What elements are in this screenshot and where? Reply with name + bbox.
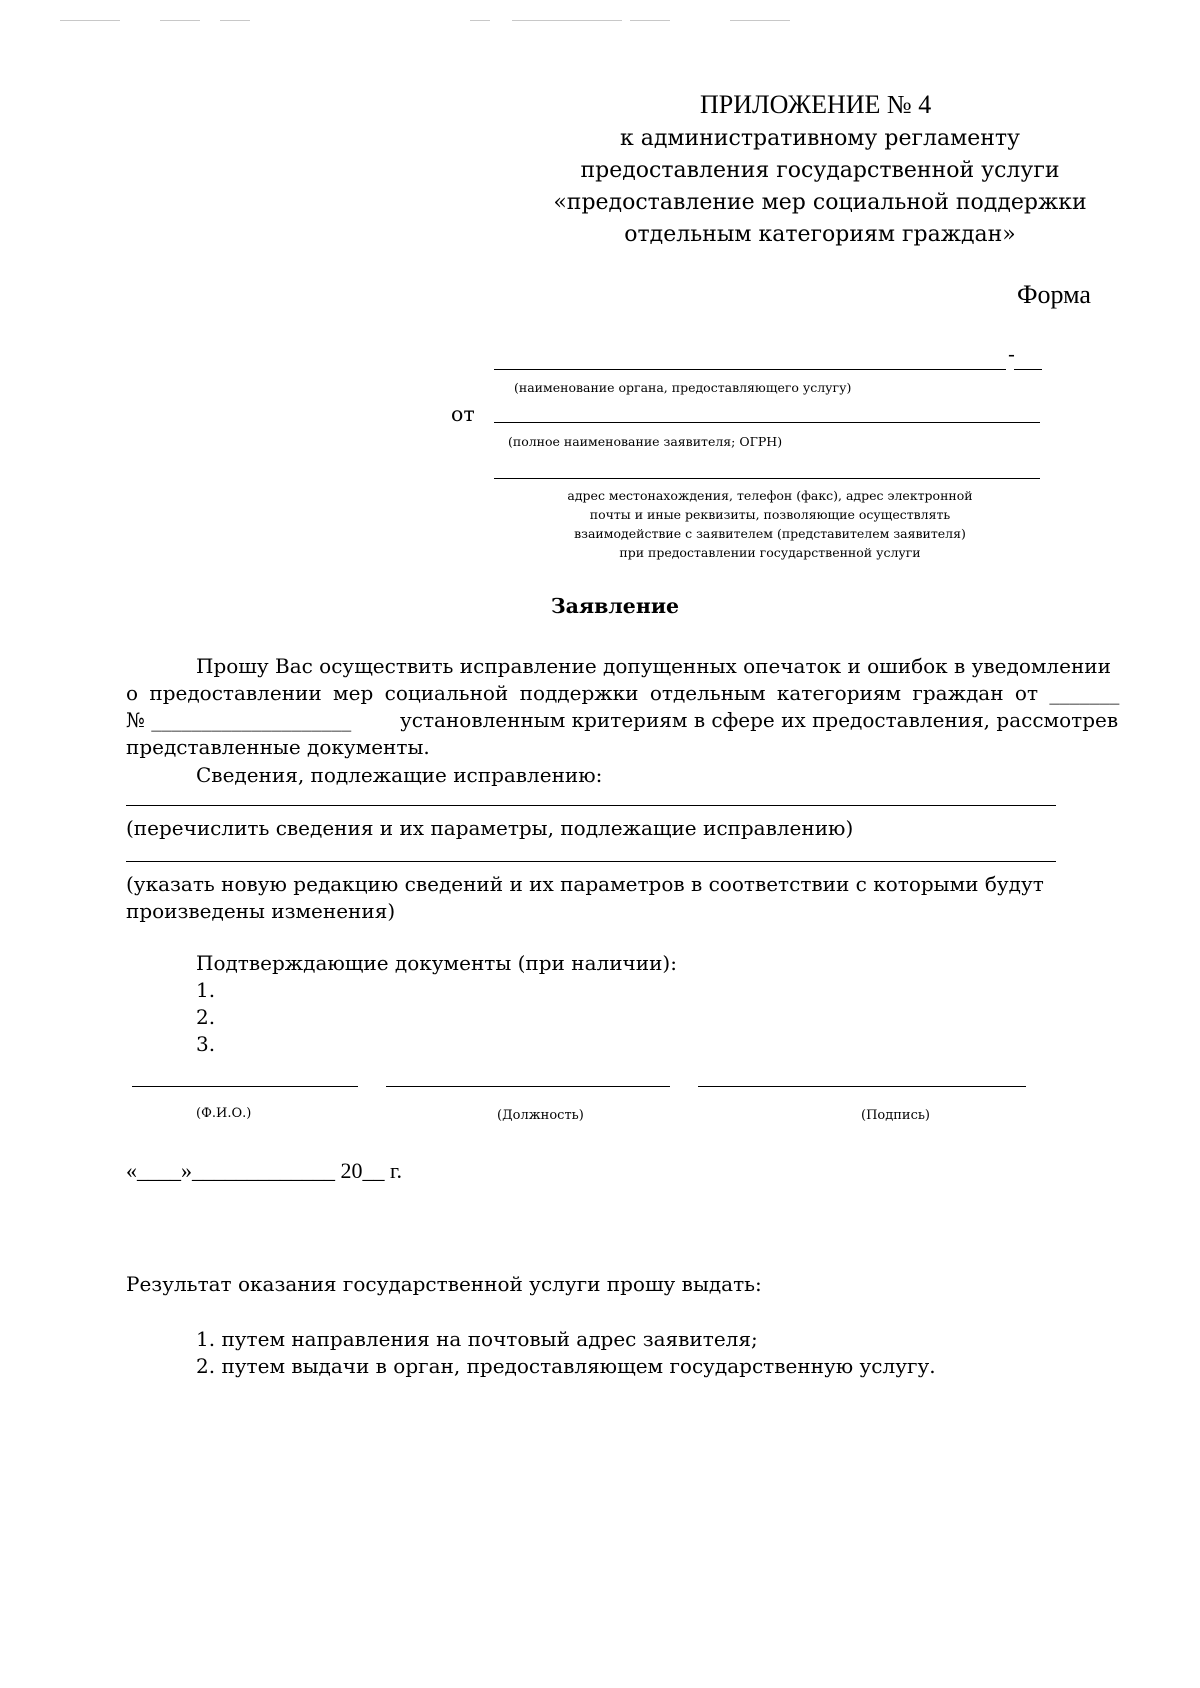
contacts-caption-line-3: взаимодействие с заявителем (представителем заявителя): [574, 526, 966, 541]
corrections-label: Сведения, подлежащие исправлению:: [196, 763, 603, 787]
date-line: «____»_____________ 20__ г.: [126, 1158, 403, 1183]
scan-artifact: [730, 20, 790, 21]
supporting-doc-item-2: 2.: [196, 1005, 216, 1029]
scan-artifact: [470, 20, 490, 21]
org-name-line: [494, 369, 1006, 370]
supporting-docs-label: Подтверждающие документы (при наличии):: [196, 951, 677, 975]
corrections-line: [126, 805, 1056, 806]
org-name-line-tail: [1014, 369, 1042, 370]
org-caption: (наименование органа, предоставляющего услугу): [514, 380, 852, 395]
supporting-doc-item-1: 1.: [196, 978, 216, 1002]
statement-heading: Заявление: [550, 594, 680, 618]
appendix-subtitle-line-2: предоставления государственной услуги: [580, 158, 1060, 183]
contacts-caption-line-2: почты и иные реквизиты, позволяющие осуществлять: [589, 507, 951, 522]
org-dash: -: [1008, 342, 1015, 366]
result-option-2: 2. путем выдачи в орган, предоставляющем государственную услугу.: [196, 1354, 936, 1378]
contacts-line: [494, 478, 1040, 479]
statement-para-line-2: о предоставлении мер социальной поддержки отдельным категориям граждан от _______: [126, 681, 1120, 705]
scan-artifact: [512, 20, 622, 21]
result-label: Результат оказания государственной услуги прошу выдать:: [126, 1272, 762, 1296]
applicant-line: [494, 422, 1040, 423]
from-label: от: [451, 402, 475, 426]
corrections-list-caption: (перечислить сведения и их параметры, подлежащие исправлению): [126, 816, 854, 840]
position-caption: (Должность): [497, 1108, 584, 1123]
new-version-caption-line-1: (указать новую редакцию сведений и их параметров в соответствии с которыми будут: [126, 872, 1044, 896]
new-version-line: [126, 861, 1056, 862]
contacts-caption-line-1: адрес местонахождения, телефон (факс), адрес электронной: [567, 488, 973, 503]
scan-artifact: [630, 20, 670, 21]
signature-caption: (Подпись): [861, 1108, 930, 1123]
appendix-subtitle-line-1: к административному регламенту: [619, 126, 1020, 151]
appendix-subtitle-line-3: «предоставление мер социальной поддержки: [553, 190, 1087, 215]
applicant-caption: (полное наименование заявителя; ОГРН): [508, 434, 783, 449]
statement-para-line-1: Прошу Вас осуществить исправление допущенных опечаток и ошибок в уведомлении: [196, 654, 1111, 678]
appendix-subtitle-line-4: отдельным категориям граждан»: [624, 222, 1016, 247]
appendix-title: ПРИЛОЖЕНИЕ № 4: [700, 90, 932, 119]
statement-para-line-3: установленным критериям в сфере их предоставления, рассмотрев: [400, 708, 1119, 732]
fio-line: [132, 1086, 358, 1087]
supporting-doc-item-3: 3.: [196, 1032, 216, 1056]
scan-artifact: [220, 20, 250, 21]
position-line: [386, 1086, 670, 1087]
statement-para-line-4: представленные документы.: [126, 735, 430, 759]
contacts-caption-line-4: при предоставлении государственной услуги: [619, 545, 921, 560]
signature-line: [698, 1086, 1026, 1087]
statement-para-number: № ____________________: [126, 708, 352, 732]
new-version-caption-line-2: произведены изменения): [126, 899, 396, 923]
scan-artifact: [60, 20, 120, 21]
result-option-1: 1. путем направления на почтовый адрес заявителя;: [196, 1327, 758, 1351]
scan-artifact: [160, 20, 200, 21]
fio-caption: (Ф.И.О.): [196, 1106, 252, 1121]
form-label: Форма: [1017, 280, 1091, 309]
